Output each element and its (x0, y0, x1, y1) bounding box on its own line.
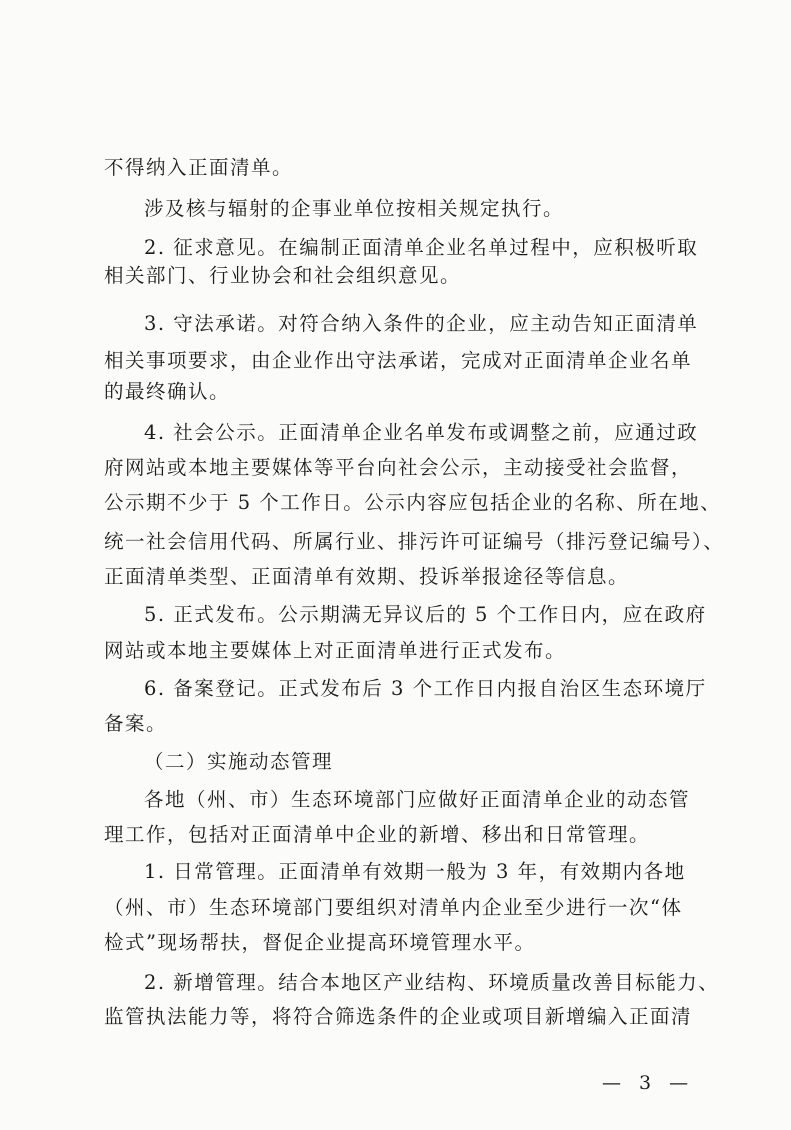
text-line: 理工作，包括对正面清单中企业的新增、移出和日常管理。 (104, 823, 651, 846)
text-line: 1. 日常管理。正面清单有效期一般为 3 年，有效期内各地 (144, 860, 686, 883)
text-line: 备案。 (104, 712, 168, 735)
text-line: 3. 守法承诺。对符合纳入条件的企业，应主动告知正面清单 (144, 312, 699, 335)
text-line: 统一社会信用代码、所属行业、排污许可证编号（排污登记编号）、 (104, 530, 725, 553)
text-line: 网站或本地主要媒体上对正面清单进行正式发布。 (104, 639, 567, 662)
text-line: 监管执法能力等，将符合筛选条件的企业或项目新增编入正面清 (104, 1005, 693, 1028)
section-heading: （二）实施动态管理 (144, 750, 334, 773)
text-line: 正面清单类型、正面清单有效期、投诉举报途径等信息。 (104, 565, 630, 588)
text-line: 6. 备案登记。正式发布后 3 个工作日内报自治区生态环境厅 (144, 677, 707, 700)
text-line: 府网站或本地主要媒体等平台向社会公示，主动接受社会监督， (104, 456, 693, 479)
text-line: 2. 征求意见。在编制正面清单企业名单过程中，应积极听取 (144, 236, 699, 259)
text-line: 公示期不少于 5 个工作日。公示内容应包括企业的名称、所在地、 (104, 491, 722, 514)
text-line: 的最终确认。 (104, 380, 231, 403)
text-line: 检式”现场帮扶，督促企业提高环境管理水平。 (104, 931, 536, 954)
text-line: 不得纳入正面清单。 (104, 156, 294, 179)
page-number: — 3 — (602, 1072, 695, 1094)
text-line: 各地（州、市）生态环境部门应做好正面清单企业的动态管 (144, 788, 691, 811)
text-line: 4. 社会公示。正面清单企业名单发布或调整之前，应通过政 (144, 421, 699, 444)
text-line: （州、市）生态环境部门要组织对清单内企业至少进行一次“体 (104, 896, 683, 919)
text-line: 5. 正式发布。公示期满无异议后的 5 个工作日内，应在政府 (144, 603, 707, 626)
text-line: 涉及核与辐射的企事业单位按相关规定执行。 (144, 197, 565, 220)
text-line: 相关部门、行业协会和社会组织意见。 (104, 264, 462, 287)
text-line: 2. 新增管理。结合本地区产业结构、环境质量改善目标能力、 (144, 971, 720, 994)
text-line: 相关事项要求，由企业作出守法承诺，完成对正面清单企业名单 (104, 349, 693, 372)
